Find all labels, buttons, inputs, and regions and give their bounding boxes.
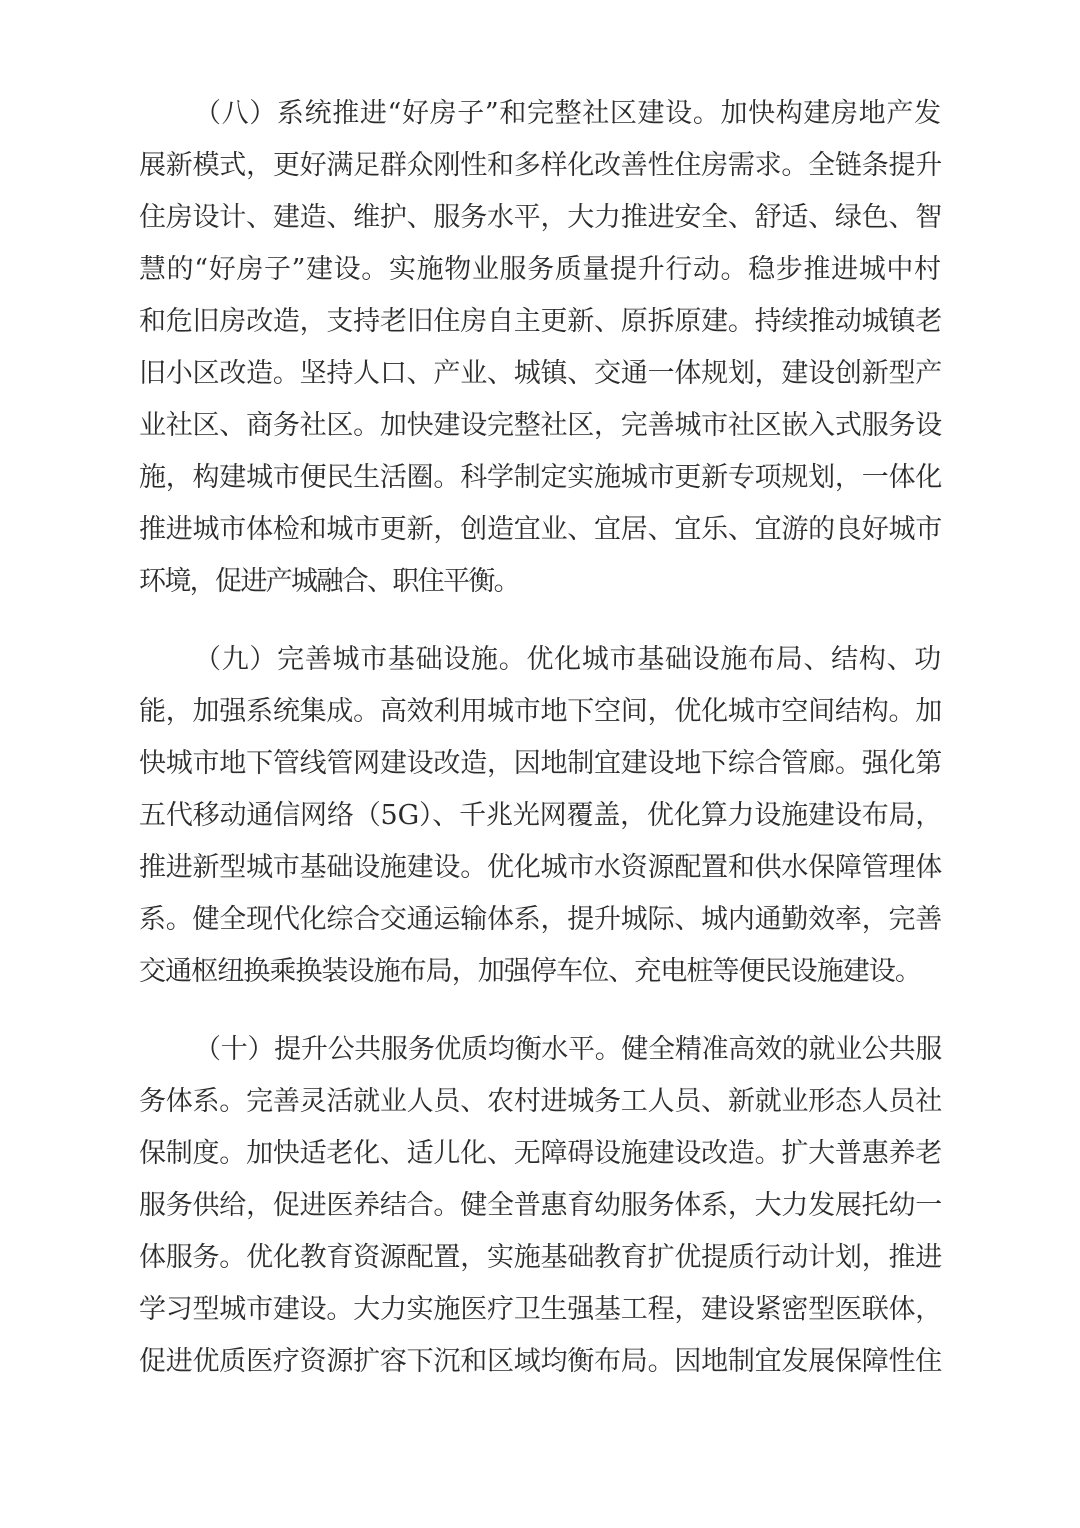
paragraph-1-line-7: 业社区、商务社区。加快建设完整社区，完善城市社区嵌入式服务设 xyxy=(139,410,942,441)
paragraph-1-line-6: 旧小区改造。坚持人口、产业、城镇、交通一体规划，建设创新型产 xyxy=(139,358,942,389)
paragraph-1-line-10: 环境，促进产城融合、职住平衡。 xyxy=(139,566,519,597)
paragraph-2-line-6: 系。健全现代化综合交通运输体系，提升城际、城内通勤效率，完善 xyxy=(139,904,942,935)
paragraph-3-line-6: 学习型城市建设。大力实施医疗卫生强基工程，建设紧密型医联体， xyxy=(139,1294,942,1325)
paragraph-1-line-9: 推进城市体检和城市更新，创造宜业、宜居、宜乐、宜游的良好城市 xyxy=(139,514,942,545)
paragraph-2-line-7: 交通枢纽换乘换装设施布局，加强停车位、充电桩等便民设施建设。 xyxy=(139,956,921,987)
paragraph-2-line-4: 五代移动通信网络（5G）、千兆光网覆盖，优化算力设施建设布局， xyxy=(139,800,943,831)
paragraph-3-line-4: 服务供给，促进医养结合。健全普惠育幼服务体系，大力发展托幼一 xyxy=(139,1190,942,1221)
paragraph-1-line-3: 住房设计、建造、维护、服务水平，大力推进安全、舒适、绿色、智 xyxy=(139,202,942,233)
paragraph-3-line-5: 体服务。优化教育资源配置，实施基础教育扩优提质行动计划，推进 xyxy=(139,1242,942,1273)
paragraph-3-line-7: 促进优质医疗资源扩容下沉和区域均衡布局。因地制宜发展保障性住 xyxy=(139,1346,942,1377)
paragraph-2-line-1: （九）完善城市基础设施。优化城市基础设施布局、结构、功 xyxy=(194,644,942,675)
paragraph-2-line-5: 推进新型城市基础设施建设。优化城市水资源配置和供水保障管理体 xyxy=(139,852,942,883)
paragraph-3-line-2: 务体系。完善灵活就业人员、农村进城务工人员、新就业形态人员社 xyxy=(139,1086,942,1117)
paragraph-1-line-2: 展新模式，更好满足群众刚性和多样化改善性住房需求。全链条提升 xyxy=(139,150,942,181)
paragraph-3-line-3: 保制度。加快适老化、适儿化、无障碍设施建设改造。扩大普惠养老 xyxy=(139,1138,942,1169)
paragraph-1-line-1: （八）系统推进“好房子”和完整社区建设。加快构建房地产发 xyxy=(194,98,942,129)
paragraph-2-line-2: 能，加强系统集成。高效利用城市地下空间，优化城市空间结构。加 xyxy=(139,696,942,727)
paragraph-3-line-1: （十）提升公共服务优质均衡水平。健全精准高效的就业公共服 xyxy=(194,1034,942,1065)
paragraph-1-line-5: 和危旧房改造，支持老旧住房自主更新、原拆原建。持续推动城镇老 xyxy=(139,306,942,337)
paragraph-1-line-8: 施，构建城市便民生活圈。科学制定实施城市更新专项规划，一体化 xyxy=(139,462,942,493)
paragraph-1-line-4: 慧的“好房子”建设。实施物业服务质量提升行动。稳步推进城中村 xyxy=(139,254,942,285)
paragraph-2-line-3: 快城市地下管线管网建设改造，因地制宜建设地下综合管廊。强化第 xyxy=(139,748,942,779)
